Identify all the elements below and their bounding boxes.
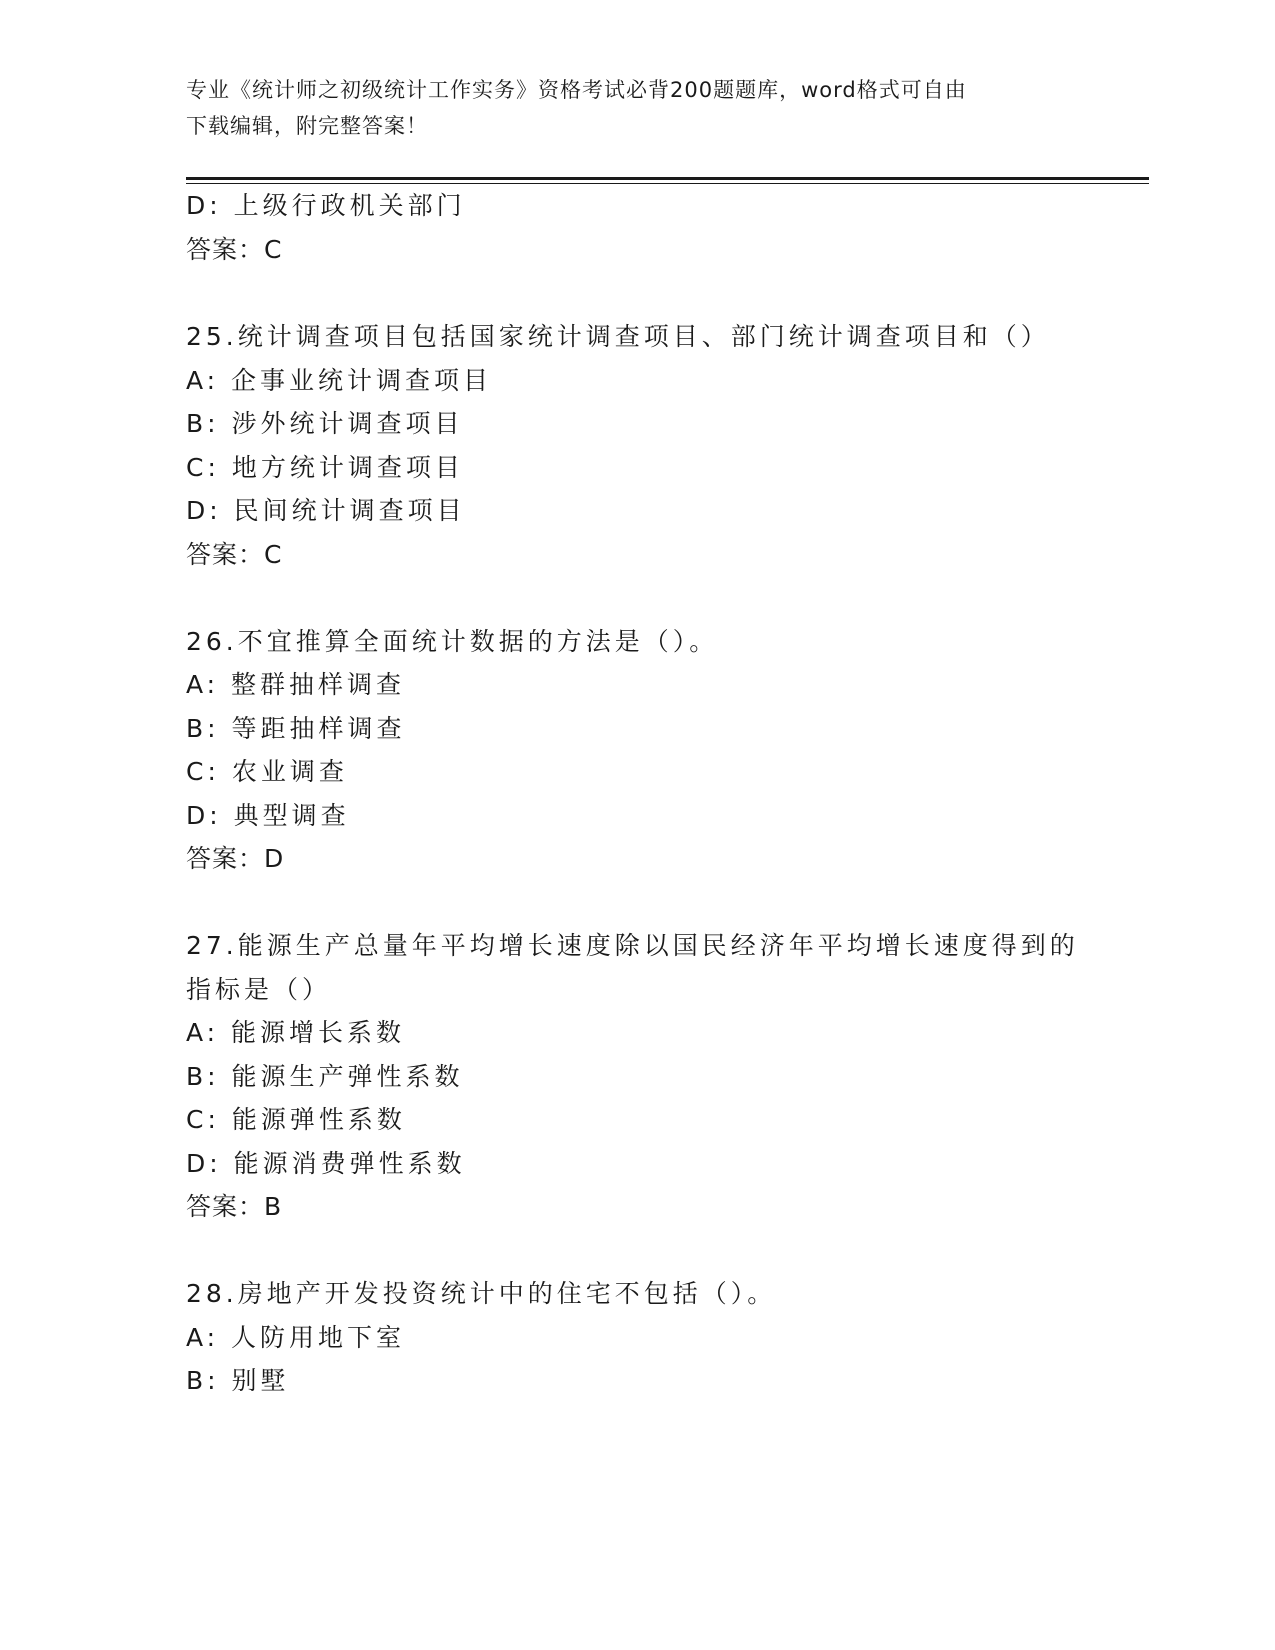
q28-option-b: B: 别墅: [186, 1366, 290, 1395]
q25-option-c: C: 地方统计调查项目: [186, 453, 464, 482]
q27-question-line-1: 27.能源生产总量年平均增长速度除以国民经济年平均增长速度得到的: [186, 931, 1079, 960]
header-rule-thin: [186, 183, 1149, 184]
q25-answer: 答案：C: [186, 540, 283, 569]
q26-option-c: C: 农业调查: [186, 757, 348, 786]
q28-option-a: A: 人防用地下室: [186, 1323, 406, 1352]
prev-answer: 答案：C: [186, 235, 283, 264]
q27-option-c: C: 能源弹性系数: [186, 1105, 406, 1134]
q27-option-a: A: 能源增长系数: [186, 1018, 406, 1047]
q25-option-d: D: 民间统计调查项目: [186, 496, 466, 525]
header-line-2: 下载编辑，附完整答案！: [186, 114, 428, 138]
q26-option-b: B: 等距抽样调查: [186, 714, 406, 743]
q27-answer: 答案：B: [186, 1192, 283, 1221]
q28-question: 28.房地产开发投资统计中的住宅不包括（）。: [186, 1279, 777, 1308]
q27-option-b: B: 能源生产弹性系数: [186, 1062, 464, 1091]
q25-question: 25.统计调查项目包括国家统计调查项目、部门统计调查项目和（）: [186, 322, 1050, 351]
q27-option-d: D: 能源消费弹性系数: [186, 1149, 466, 1178]
header-line-1: 专业《统计师之初级统计工作实务》资格考试必背200题题库，word格式可自由: [186, 78, 967, 102]
q25-option-b: B: 涉外统计调查项目: [186, 409, 464, 438]
header-rule-thick: [186, 177, 1149, 180]
q26-question: 26.不宜推算全面统计数据的方法是（）。: [186, 627, 719, 656]
document-header: [186, 72, 1086, 144]
q26-option-a: A: 整群抽样调查: [186, 670, 406, 699]
prev-option-d: D: 上级行政机关部门: [186, 191, 466, 220]
q26-answer: 答案：D: [186, 844, 285, 873]
q25-option-a: A: 企事业统计调查项目: [186, 366, 493, 395]
q27-question-line-2: 指标是（）: [186, 975, 332, 1004]
q26-option-d: D: 典型调查: [186, 801, 350, 830]
